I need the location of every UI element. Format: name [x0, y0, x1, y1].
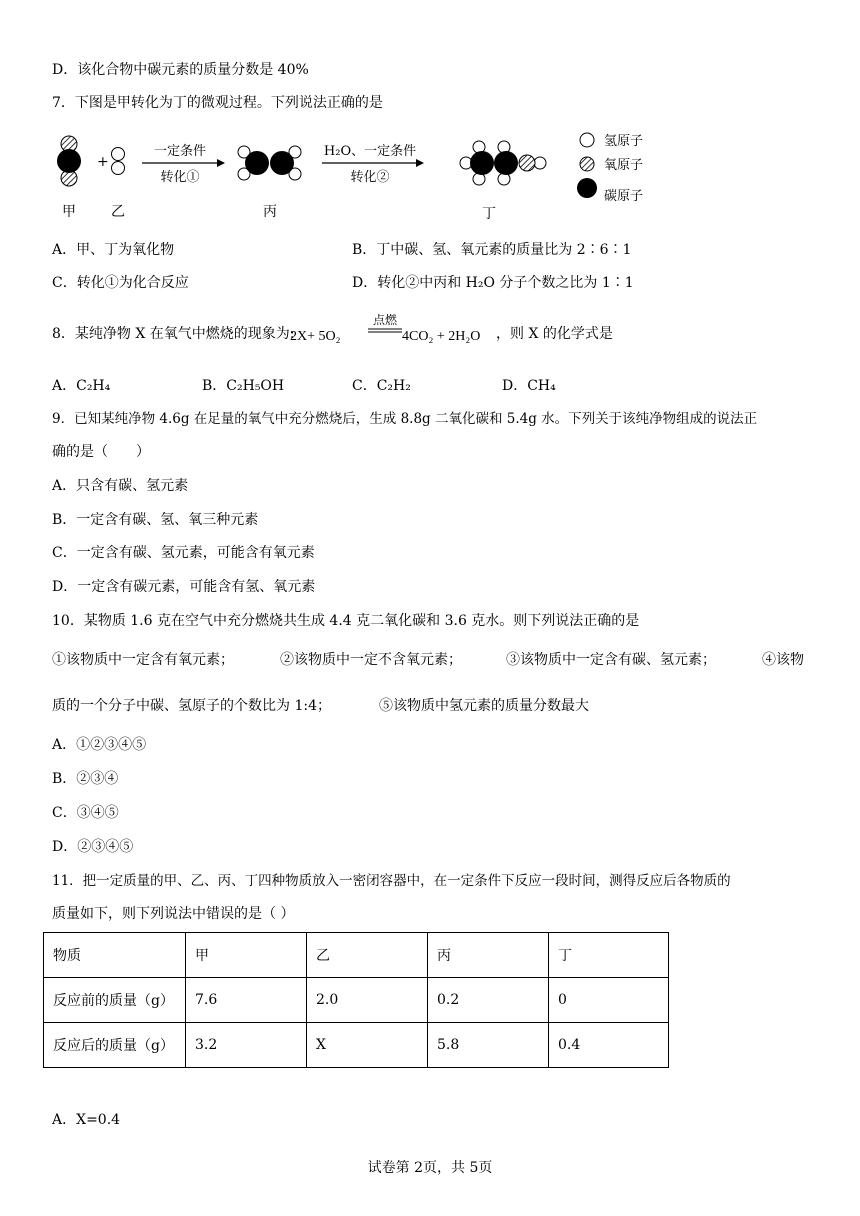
arrow1-bottom-label: 转化①: [160, 170, 200, 185]
table-row: [44, 1023, 669, 1068]
legend-carbon: 碳原子: [604, 189, 644, 204]
table-cell: 反应前的质量（g）: [44, 978, 186, 1023]
q9-option-d: D．一定含有碳元素，可能含有氢、氧元素: [52, 579, 316, 595]
table-cell: 0.2: [428, 978, 549, 1023]
table-cell: 0: [549, 978, 669, 1023]
q9-option-a: A．只含有碳、氢元素: [52, 478, 189, 494]
arrow2-bottom-label: 转化②: [350, 170, 390, 185]
q11-mass-table: [43, 932, 669, 1068]
table-cell: 反应后的质量（g）: [44, 1023, 186, 1068]
table-cell: 5.8: [428, 1023, 549, 1068]
legend-oxygen: 氧原子: [604, 158, 644, 173]
q8-option-d: D．CH₄: [502, 378, 556, 394]
q9-stem-line1: 9．已知某纯净物 4.6g 在足量的氧气中充分燃烧后，生成 8.8g 二氧化碳和 5.4g 水。下列关于该纯净物组成的说法正: [52, 411, 758, 427]
label-yi: 乙: [111, 204, 125, 220]
plus-sign: +: [97, 154, 109, 170]
q10-statement-4b: 质的一个分子中碳、氢原子的个数比为 1:4；: [52, 698, 331, 714]
oxygen-atom-icon: [580, 157, 594, 171]
q9-option-b: B．一定含有碳、氢、氧三种元素: [52, 512, 259, 528]
molecule-ding: [460, 141, 546, 185]
table-cell: 0.4: [549, 1023, 669, 1068]
label-bing: 丙: [263, 204, 277, 220]
table-header-cell: 甲: [186, 933, 307, 978]
q8-stem: 8．某纯净物 X 在氧气中燃烧的现象为:: [52, 326, 295, 342]
carbon-atom-icon: [577, 178, 597, 198]
page-footer: 试卷第 2页，共 5页: [367, 1160, 493, 1176]
legend: [577, 133, 597, 198]
table-cell: 7.6: [186, 978, 307, 1023]
molecule-bing: [238, 146, 301, 180]
q10-statement-4a: ④该物: [762, 652, 804, 668]
table-header-cell: 丙: [428, 933, 549, 978]
q8-tail: ，则 X 的化学式是: [496, 326, 613, 342]
q7-option-d: D．转化②中丙和 H₂O 分子个数之比为 1∶1: [352, 275, 634, 291]
q10-statement-3: ③该物质中一定含有碳、氢元素；: [506, 652, 716, 668]
q10-statement-1: ①该物质中一定含有氧元素；: [52, 652, 234, 668]
table-cell: X: [307, 1023, 428, 1068]
q10-statement-5: ⑤该物质中氢元素的质量分数最大: [379, 698, 589, 714]
table-header-cell: 乙: [307, 933, 428, 978]
q10-stem: 10．某物质 1.6 克在空气中充分燃烧共生成 4.4 克二氧化碳和 3.6 克水。则下列说法正确的是: [52, 613, 640, 629]
q10-option-c: C．③④⑤: [52, 805, 119, 821]
table-header-cell: 丁: [549, 933, 669, 978]
q8-equation: [290, 310, 490, 354]
eq-right: 4CO₂ + 2H₂O: [402, 329, 481, 344]
q7-option-c: C．转化①为化合反应: [52, 275, 189, 291]
q7-option-a: A．甲、丁为氧化物: [52, 242, 175, 258]
q11-stem-line1: 11．把一定质量的甲、乙、丙、丁四种物质放入一密闭容器中，在一定条件下反应一段时间，测得反应后各物质的: [52, 873, 731, 889]
label-jia: 甲: [62, 204, 76, 220]
arrow2-top-label: H₂O、一定条件: [323, 144, 417, 159]
label-ding: 丁: [482, 206, 496, 222]
arrow-conversion-1: [142, 159, 225, 167]
q10-option-b: B．②③④: [52, 771, 119, 787]
q11-option-a: A．X=0.4: [52, 1112, 121, 1128]
table-cell: 2.0: [307, 978, 428, 1023]
q9-option-c: C．一定含有碳、氢元素，可能含有氧元素: [52, 545, 315, 561]
table-row: [44, 978, 669, 1023]
legend-hydrogen: 氢原子: [604, 134, 644, 149]
q11-stem-line2: 质量如下，则下列说法中错误的是（ ）: [52, 906, 295, 922]
q10-option-d: D．②③④⑤: [52, 839, 134, 855]
arrow1-top-label: 一定条件: [153, 144, 207, 159]
eq-condition: 点燃: [372, 313, 398, 327]
table-cell: 3.2: [186, 1023, 307, 1068]
q7-reaction-figure: [52, 126, 672, 226]
eq-left: 2X+ 5O₂: [290, 329, 341, 344]
arrow-conversion-2: [322, 159, 424, 167]
hydrogen-atom-icon: [580, 133, 594, 147]
molecule-jia: [57, 136, 81, 186]
table-header-cell: 物质: [44, 933, 186, 978]
q9-stem-line2: 确的是（ ）: [52, 444, 150, 460]
q7-option-b: B．丁中碳、氢、氧元素的质量比为 2∶6∶1: [352, 242, 632, 258]
q7-stem: 7．下图是甲转化为丁的微观过程。下列说法正确的是: [52, 95, 383, 111]
molecule-yi: [112, 148, 125, 175]
table-row: [44, 933, 669, 978]
q6-option-d: D．该化合物中碳元素的质量分数是 40%: [52, 62, 309, 78]
q8-option-b: B．C₂H₅OH: [202, 378, 285, 394]
q8-option-a: A．C₂H₄: [52, 378, 111, 394]
q8-option-c: C．C₂H₂: [352, 378, 411, 394]
q10-option-a: A．①②③④⑤: [52, 737, 147, 753]
q10-statement-2: ②该物质中一定不含氧元素；: [280, 652, 462, 668]
